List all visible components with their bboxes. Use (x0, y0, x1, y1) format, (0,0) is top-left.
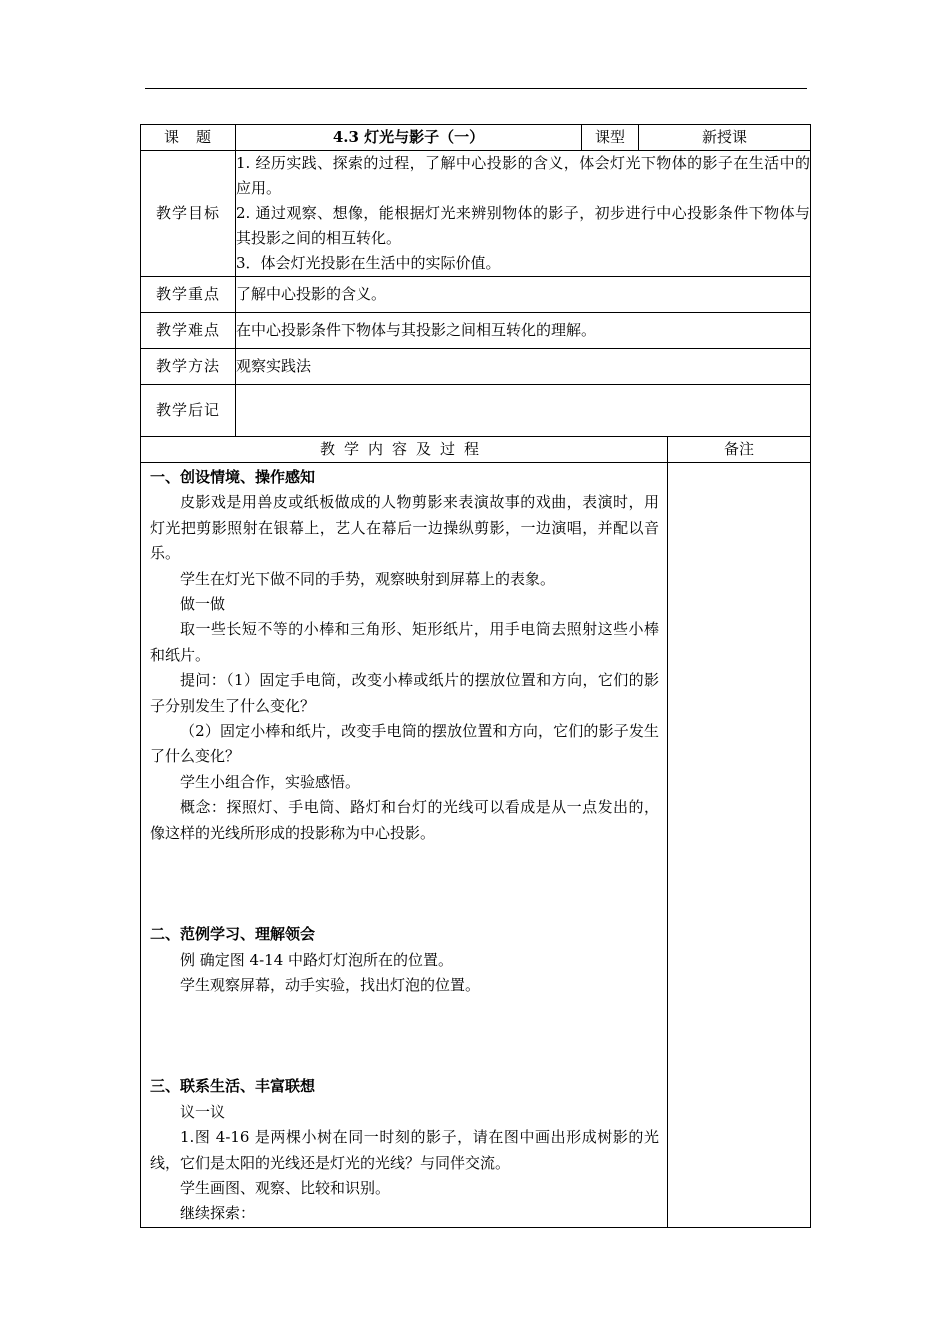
section-title: 一、创设情境、操作感知 (150, 468, 316, 486)
key-label: 教学重点 (141, 277, 236, 313)
paragraph: 议一议 (180, 1102, 226, 1121)
process-header-row (141, 437, 811, 463)
topic-value: 4.3 灯光与影子（一） (236, 125, 582, 151)
paragraph: 1.图 4-16 是两棵小树在同一时刻的影子，请在图中画出形成树影的光线，它们是太阳的光线还是灯光的光线？与同伴交流。 (150, 1128, 659, 1172)
header-rule (145, 88, 807, 89)
section-title: 三、联系生活、丰富联想 (150, 1077, 316, 1096)
paragraph: 取一些长短不等的小棒和三角形、矩形纸片，用手电筒去照射这些小棒和纸片。 (150, 620, 659, 664)
blank-space (150, 998, 659, 1074)
goals-cell (236, 151, 811, 277)
process-content (141, 463, 668, 1228)
process-header: 教学内容及过程 (141, 437, 668, 463)
lesson-plan-table (140, 124, 811, 1228)
goals-label: 教学目标 (141, 151, 236, 277)
paragraph: 皮影戏是用兽皮或纸板做成的人物剪影来表演故事的戏曲，表演时，用灯光把剪影照射在银幕上，艺人在幕后一边操纵剪影，一边演唱，并配以音乐。 (150, 493, 659, 563)
key-value: 了解中心投影的含义。 (236, 277, 811, 313)
goal-item: 2. 通过观察、想像，能根据灯光来辨别物体的影子，初步进行中心投影条件下物体与其投影之间的相互转化。 (236, 204, 811, 247)
paragraph: 概念：探照灯、手电筒、路灯和台灯的光线可以看成是从一点发出的，像这样的光线所形成的投影称为中心投影。 (150, 798, 659, 842)
section-title: 二、范例学习、理解领会 (150, 925, 316, 944)
process-row (141, 463, 811, 1228)
difficulty-value: 在中心投影条件下物体与其投影之间相互转化的理解。 (236, 313, 811, 349)
blank-space (150, 846, 659, 922)
notes-label: 教学后记 (141, 385, 236, 437)
remarks-header: 备注 (668, 437, 811, 463)
paragraph: （2）固定小棒和纸片，改变手电筒的摆放位置和方向，它们的影子发生了什么变化？ (150, 722, 659, 766)
key-row (141, 277, 811, 313)
paragraph: 学生在灯光下做不同的手势，观察映射到屏幕上的表象。 (180, 569, 556, 588)
paragraph: 学生观察屏幕，动手实验，找出灯泡的位置。 (180, 975, 481, 994)
method-row (141, 349, 811, 385)
method-label: 教学方法 (141, 349, 236, 385)
difficulty-row (141, 313, 811, 349)
goal-item: 1. 经历实践、探索的过程，了解中心投影的含义，体会灯光下物体的影子在生活中的应用。 (236, 154, 811, 197)
type-value: 新授课 (639, 125, 811, 151)
type-label: 课型 (582, 125, 639, 151)
paragraph: 学生小组合作，实验感悟。 (180, 772, 361, 791)
method-value: 观察实践法 (236, 349, 811, 385)
goals-row (141, 151, 811, 277)
difficulty-label: 教学难点 (141, 313, 236, 349)
paragraph: 提问：（1）固定手电筒，改变小棒或纸片的摆放位置和方向，它们的影子分别发生了什么变化？ (150, 671, 659, 715)
topic-label: 课 题 (141, 125, 236, 151)
paragraph: 例 确定图 4-14 中路灯灯泡所在的位置。 (180, 950, 454, 969)
goal-item: 3．体会灯光投影在生活中的实际价值。 (236, 254, 501, 272)
topic-row (141, 125, 811, 151)
notes-row (141, 385, 811, 437)
remarks-cell (668, 463, 811, 1228)
paragraph: 学生画图、观察、比较和识别。 (180, 1178, 391, 1197)
paragraph: 继续探索： (180, 1204, 256, 1223)
paragraph: 做一做 (180, 595, 226, 614)
notes-value (236, 385, 811, 437)
